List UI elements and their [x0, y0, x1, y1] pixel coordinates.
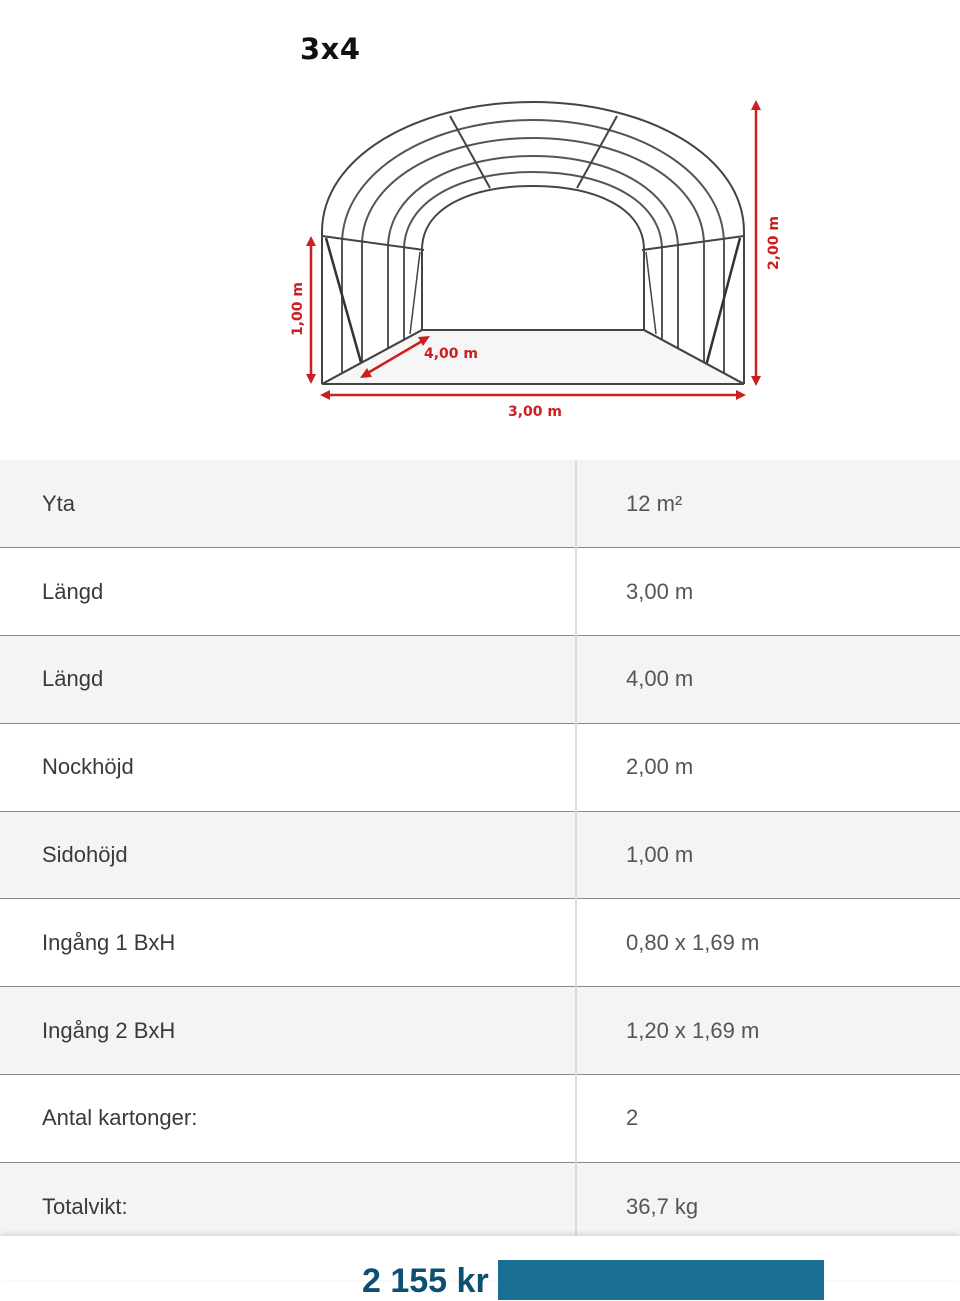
spec-label: Antal kartonger:: [0, 1075, 576, 1163]
table-row: [0, 811, 960, 899]
spec-label: Totalvikt:: [0, 1162, 576, 1250]
arch-inner: [422, 186, 644, 330]
spec-value: 2: [576, 1075, 960, 1163]
spec-value: 1,00 m: [576, 811, 960, 899]
specs-table: [0, 460, 960, 1250]
greenhouse-drawing: [0, 0, 960, 462]
arch-5: [404, 172, 662, 352]
table-row: [0, 548, 960, 636]
spec-label: Längd: [0, 636, 576, 724]
spec-value: 4,00 m: [576, 636, 960, 724]
table-row: [0, 987, 960, 1075]
table-row: [0, 1075, 960, 1163]
spec-value: 0,80 x 1,69 m: [576, 899, 960, 987]
table-row: [0, 636, 960, 724]
add-to-cart-button[interactable]: [498, 1260, 824, 1300]
spec-value: 2,00 m: [576, 723, 960, 811]
dim-width-label: 3,00 m: [508, 404, 563, 420]
spec-label: Ingång 1 BxH: [0, 899, 576, 987]
floor: [322, 330, 744, 384]
table-row: [0, 723, 960, 811]
spec-value: 3,00 m: [576, 548, 960, 636]
spec-label: Yta: [0, 460, 576, 548]
model-title: 3x4: [300, 32, 361, 66]
price-label: 2 155 kr: [362, 1262, 489, 1300]
table-row: [0, 899, 960, 987]
spec-label: Ingång 2 BxH: [0, 987, 576, 1075]
spec-value: 36,7 kg: [576, 1162, 960, 1250]
spec-label: Sidohöjd: [0, 811, 576, 899]
spec-value: 12 m²: [576, 460, 960, 548]
spec-label: Längd: [0, 548, 576, 636]
sticky-buy-bar: [0, 1236, 960, 1300]
table-row: [0, 460, 960, 548]
dim-side-height-label: 1,00 m: [290, 281, 306, 336]
greenhouse-diagram: [0, 0, 960, 462]
spec-label: Nockhöjd: [0, 723, 576, 811]
spec-value: 1,20 x 1,69 m: [576, 987, 960, 1075]
dim-ridge-height-label: 2,00 m: [766, 215, 782, 270]
dim-length-label: 4,00 m: [424, 346, 479, 362]
